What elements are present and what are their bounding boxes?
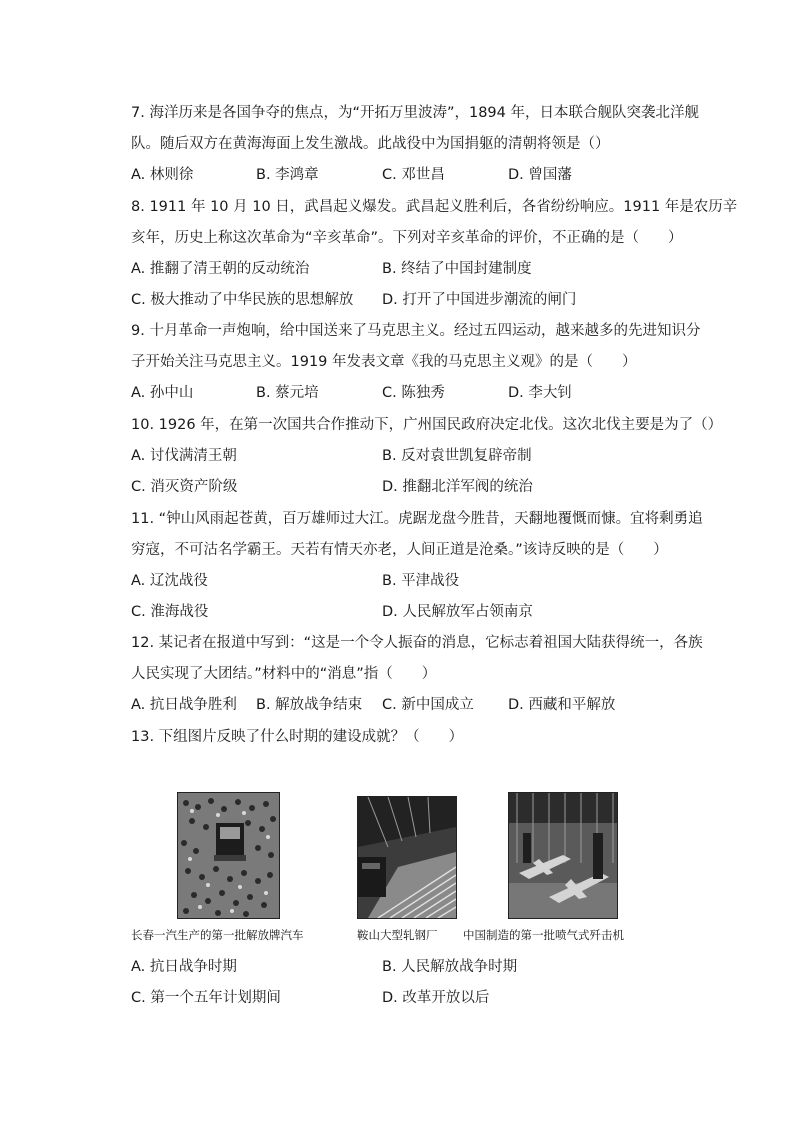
photo-caption-1: 长春一汽生产的第一批解放牌汽车 [131,928,304,942]
question-7-line-2: 队。随后双方在黄海海面上发生激战。此战役中为国捐躯的清朝将领是（） [131,136,610,152]
crowd-trucks-image [178,793,279,918]
question-10-option-b: B. 反对袁世凯复辟帝制 [382,448,532,464]
question-7-option-a: A. 林则徐 [131,167,194,183]
question-11-option-c: C. 淮海战役 [131,604,209,620]
question-9-option-b: B. 蔡元培 [256,385,319,401]
jet-fighters-photo [508,792,618,919]
question-13-option-a: A. 抗日战争时期 [131,959,237,975]
question-10-option-d: D. 推翻北洋军阀的统治 [382,479,533,495]
question-9-line-2: 子开始关注马克思主义。1919 年发表文章《我的马克思主义观》的是（ ） [131,354,637,370]
question-12-option-a: A. 抗日战争胜利 [131,697,237,713]
crowd-trucks-photo [177,792,280,919]
question-8-line-2: 亥年，历史上称这次革命为“辛亥革命”。下列对辛亥革命的评价，不正确的是（ ） [131,230,683,246]
question-12-option-c: C. 新中国成立 [382,697,474,713]
steel-mill-image [358,797,456,918]
question-12-option-b: B. 解放战争结束 [256,697,363,713]
question-7-option-b: B. 李鸿章 [256,167,319,183]
question-9-option-c: C. 陈独秀 [382,385,445,401]
question-12-option-d: D. 西藏和平解放 [508,697,616,713]
photo-caption-2: 鞍山大型轧钢厂 [357,928,438,942]
question-8-option-d: D. 打开了中国进步潮流的闸门 [382,292,577,308]
question-7-option-c: C. 邓世昌 [382,167,445,183]
question-10-option-a: A. 讨伐满清王朝 [131,448,237,464]
question-13-option-c: C. 第一个五年计划期间 [131,990,281,1006]
question-9-line-1: 9. 十月革命一声炮响，给中国送来了马克思主义。经过五四运动，越来越多的先进知识分 [131,323,701,339]
question-12-line-2: 人民实现了大团结。”材料中的“消息”指（ ） [131,666,437,682]
question-8-option-b: B. 终结了中国封建制度 [382,261,532,277]
jet-fighters-image [509,793,617,918]
question-7-line-1: 7. 海洋历来是各国争夺的焦点，为“开拓万里波涛”，1894 年，日本联合舰队突袭北洋舰 [131,105,699,121]
question-9-option-d: D. 李大钊 [508,385,572,401]
question-11-option-b: B. 平津战役 [382,573,460,589]
question-8-line-1: 8. 1911 年 10 月 10 日，武昌起义爆发。武昌起义胜利后，各省纷纷响应。1911 年是农历辛 [131,199,738,215]
question-10-line-1: 10. 1926 年，在第一次国共合作推动下，广州国民政府决定北伐。这次北伐主要是为了（） [131,417,723,433]
steel-mill-photo [357,796,457,919]
question-11-line-2: 穷寇，不可沽名学霸王。天若有情天亦老，人间正道是沧桑。”该诗反映的是（ ） [131,542,668,558]
question-11-line-1: 11. “钟山风雨起苍黄，百万雄师过大江。虎踞龙盘今胜昔，天翻地覆慨而慷。宜将剩勇追 [131,511,703,527]
question-7-option-d: D. 曾国藩 [508,167,572,183]
question-12-line-1: 12. 某记者在报道中写到：“这是一个令人振奋的消息，它标志着祖国大陆获得统一，各族 [131,635,703,651]
question-11-option-a: A. 辽沈战役 [131,573,208,589]
question-13-line-1: 13. 下组图片反映了什么时期的建设成就？（ ） [131,729,464,745]
photo-caption-3: 中国制造的第一批喷气式歼击机 [463,928,624,942]
question-8-option-c: C. 极大推动了中华民族的思想解放 [131,292,354,308]
question-10-option-c: C. 消灭资产阶级 [131,479,238,495]
question-11-option-d: D. 人民解放军占领南京 [382,604,533,620]
question-13-option-b: B. 人民解放战争时期 [382,959,518,975]
question-13-option-d: D. 改革开放以后 [382,990,490,1006]
question-9-option-a: A. 孙中山 [131,385,194,401]
question-8-option-a: A. 推翻了清王朝的反动统治 [131,261,310,277]
